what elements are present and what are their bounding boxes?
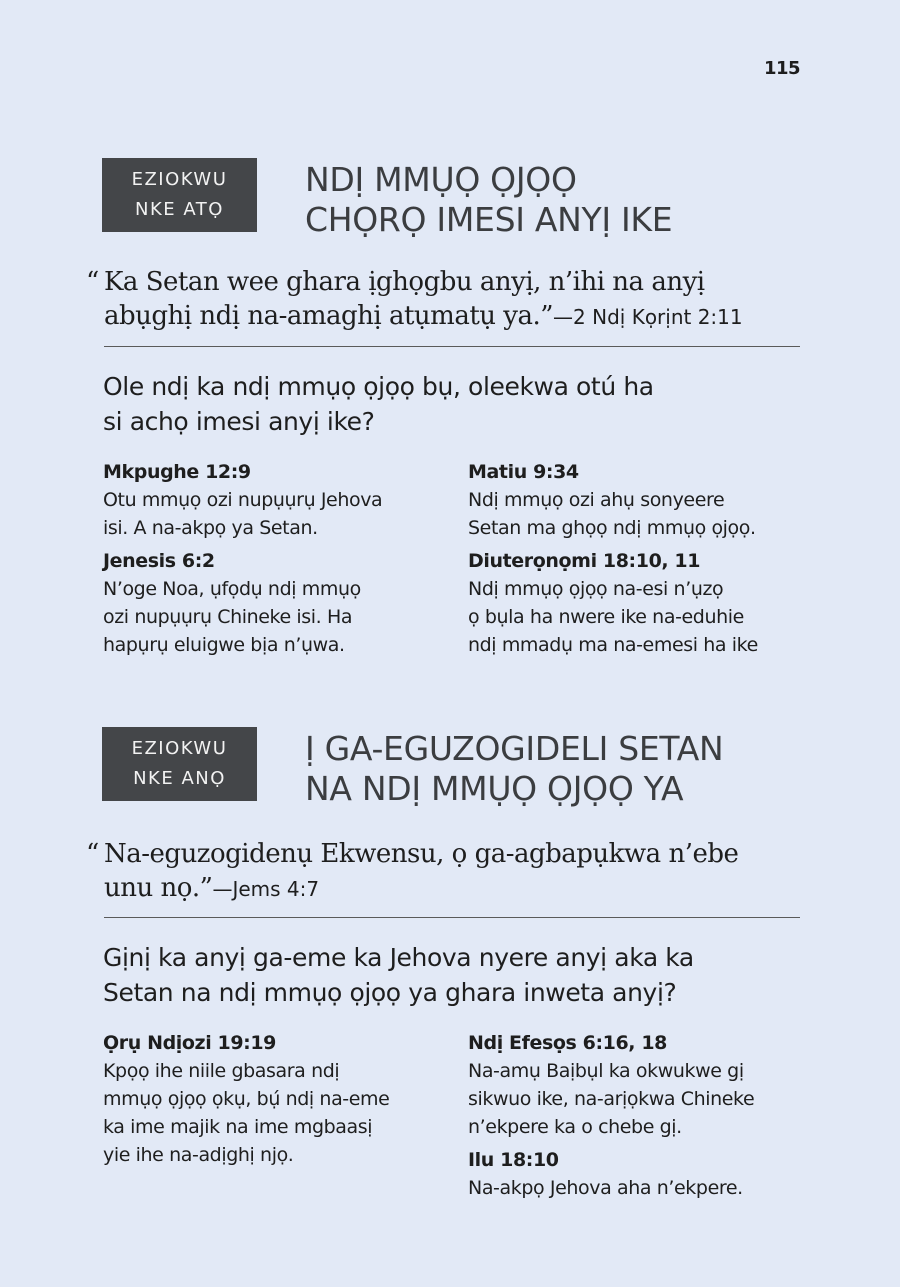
scripture-reference: Ilu 18:10 xyxy=(468,1149,559,1171)
truth-label-box xyxy=(102,727,257,801)
summary-line: Na-akpọ Jehova aha n’ekpere. xyxy=(468,1177,743,1199)
study-question xyxy=(103,369,654,439)
heading-line: CHỌRỌ IMESI ANYỊ IKE xyxy=(305,200,673,239)
scripture-summary xyxy=(103,1057,443,1169)
quote-open-mark: “ xyxy=(86,267,99,297)
summary-line: ọ bụla ha nwere ike na-eduhie xyxy=(468,606,744,628)
left-column xyxy=(103,459,443,665)
scripture-reference: Ndị Efesọs 6:16, 18 xyxy=(468,1032,667,1054)
left-column xyxy=(103,1030,443,1175)
quote-open-mark: “ xyxy=(86,839,99,869)
summary-line: Kpọọ ihe niile gbasara ndị xyxy=(103,1060,340,1082)
summary-line: ndị mmadụ ma na-emesi ha ike xyxy=(468,634,758,656)
divider-rule xyxy=(104,917,800,918)
scripture-reference: Ọrụ Ndịozi 19:19 xyxy=(103,1032,276,1054)
scripture-reference: Jenesis 6:2 xyxy=(103,550,215,572)
section-heading xyxy=(305,729,723,809)
quote-line-last xyxy=(84,299,804,334)
divider-rule xyxy=(104,346,800,347)
quote-line-last xyxy=(84,871,804,906)
summary-line: Ndị mmụọ ozi ahụ sonyeere xyxy=(468,489,725,511)
summary-line: N’oge Noa, ụfọdụ ndị mmụọ xyxy=(103,578,361,600)
truth-label-line: EZIOKWU xyxy=(131,169,228,190)
study-question xyxy=(103,940,694,1010)
truth-label-line: NKE ANỌ xyxy=(133,768,226,789)
summary-line: ka ime majik na ime mgbaasị xyxy=(103,1116,373,1138)
heading-line: Ị GA-EGUZOGIDELI SETAN xyxy=(305,729,724,768)
summary-line: Ndị mmụọ ọjọọ na-esi n’ụzọ xyxy=(468,578,724,600)
scripture-summary xyxy=(468,1057,808,1141)
heading-line: NA NDỊ MMỤỌ ỌJỌỌ YA xyxy=(305,769,684,808)
quote-reference: —2 Ndị Kọrịnt 2:11 xyxy=(553,305,743,329)
page-number: 115 xyxy=(764,58,801,79)
scripture-summary xyxy=(468,1174,808,1202)
scripture-reference: Diuterọnọmi 18:10, 11 xyxy=(468,550,701,572)
quote-line: Ka Setan wee ghara ịghọgbu anyị, n’ihi na anyị xyxy=(104,267,705,297)
summary-line: sikwuo ike, na-arịọkwa Chineke xyxy=(468,1088,755,1110)
summary-line: n’ekpere ka o chebe gị. xyxy=(468,1116,682,1138)
scripture-summary xyxy=(103,486,443,542)
scripture-reference: Matiu 9:34 xyxy=(468,461,579,483)
section-heading xyxy=(305,160,672,240)
heading-line: NDỊ MMỤỌ ỌJỌỌ xyxy=(305,160,577,199)
scripture-summary xyxy=(468,486,808,542)
question-line: si achọ imesi anyị ike? xyxy=(103,407,375,436)
question-line: Gịnị ka anyị ga-eme ka Jehova nyere anyị aka ka xyxy=(103,943,694,972)
summary-line: ozi nupụụrụ Chineke isi. Ha xyxy=(103,606,353,628)
scripture-quote xyxy=(84,265,804,334)
summary-line: hapụrụ eluigwe bịa n’ụwa. xyxy=(103,634,345,656)
right-column xyxy=(468,1030,808,1208)
scripture-summary xyxy=(468,575,808,659)
quote-line: Na-eguzogidenụ Ekwensu, ọ ga-agbapụkwa n’ebe xyxy=(104,839,739,869)
summary-line: Na-amụ Baịbụl ka okwukwe gị xyxy=(468,1060,744,1082)
question-line: Ole ndị ka ndị mmụọ ọjọọ bụ, oleekwa otú ha xyxy=(103,372,654,401)
scripture-reference: Mkpughe 12:9 xyxy=(103,461,251,483)
quote-reference: —Jems 4:7 xyxy=(212,877,320,901)
summary-line: isi. A na-akpọ ya Setan. xyxy=(103,517,318,539)
right-column xyxy=(468,459,808,665)
truth-label-line: EZIOKWU xyxy=(131,738,228,759)
truth-label-line: NKE ATỌ xyxy=(135,199,224,220)
scripture-summary xyxy=(103,575,443,659)
summary-line: Setan ma ghọọ ndị mmụọ ọjọọ. xyxy=(468,517,756,539)
quote-text: abụghị ndị na-amaghị atụmatụ ya.” xyxy=(104,301,554,331)
question-line: Setan na ndị mmụọ ọjọọ ya ghara inweta anyị? xyxy=(103,978,677,1007)
summary-line: Otu mmụọ ozi nupụụrụ Jehova xyxy=(103,489,383,511)
summary-line: mmụọ ọjọọ ọkụ, bụ́ ndị na-eme xyxy=(103,1088,390,1110)
scripture-quote xyxy=(84,837,804,906)
quote-text: unu nọ.” xyxy=(104,873,213,903)
truth-label-box xyxy=(102,158,257,232)
summary-line: yie ihe na-adịghị njọ. xyxy=(103,1144,294,1166)
